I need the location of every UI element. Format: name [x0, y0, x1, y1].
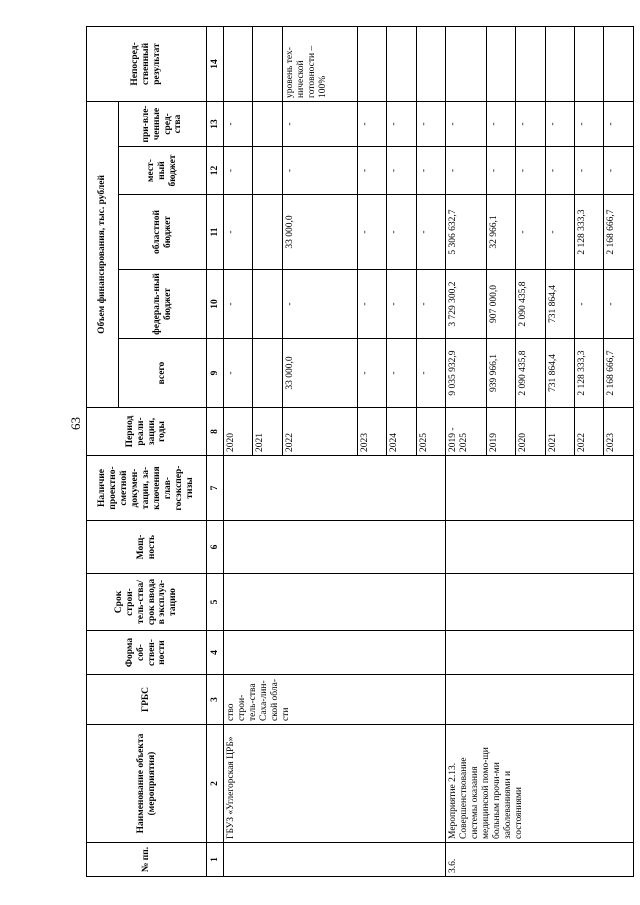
object-psd-cell	[224, 456, 446, 521]
measure-capacity-cell	[446, 521, 634, 574]
total-cell: 939 966,1	[486, 339, 515, 408]
federal-cell: -	[604, 270, 634, 339]
result-cell	[604, 26, 634, 101]
header-funding: Объем финансирования, тыс. рублей	[87, 101, 119, 407]
federal-cell	[253, 270, 282, 339]
object-num-cell	[224, 843, 446, 877]
federal-cell: -	[357, 270, 386, 339]
local-cell: -	[545, 147, 574, 195]
attracted-cell: -	[416, 101, 445, 146]
column-number: 12	[207, 147, 224, 195]
measure-ownership-cell	[446, 631, 634, 675]
year-cell: 2020	[516, 408, 545, 456]
year-cell: 2024	[387, 408, 416, 456]
local-cell: -	[416, 147, 445, 195]
federal-cell: 731 864,4	[545, 270, 574, 339]
total-cell: -	[357, 339, 386, 408]
header-local: мест-ный бюджет	[119, 147, 207, 195]
header-capacity: Мощ-ность	[87, 521, 207, 574]
year-cell: 2019 - 2025	[446, 408, 486, 456]
regional-cell: -	[357, 195, 386, 270]
header-num: № пп.	[87, 843, 207, 877]
table-row	[224, 26, 253, 876]
federal-cell: -	[574, 270, 603, 339]
column-number: 5	[207, 574, 224, 631]
attracted-cell: -	[486, 101, 515, 146]
measure-term-cell	[446, 574, 634, 631]
header-federal: федераль-ный бюджет	[119, 270, 207, 339]
local-cell: -	[516, 147, 545, 195]
federal-cell: -	[282, 270, 357, 339]
federal-cell: 907 000,0	[486, 270, 515, 339]
regional-cell: -	[545, 195, 574, 270]
column-number: 1	[207, 843, 224, 877]
result-cell	[253, 26, 282, 101]
regional-cell: -	[516, 195, 545, 270]
total-cell: -	[224, 339, 253, 408]
attracted-cell: -	[574, 101, 603, 146]
column-number: 14	[207, 26, 224, 101]
attracted-cell: -	[446, 101, 486, 146]
result-cell	[357, 26, 386, 101]
attracted-cell	[253, 101, 282, 146]
total-cell: 2 168 666,7	[604, 339, 634, 408]
year-cell: 2023	[604, 408, 634, 456]
column-number: 3	[207, 675, 224, 725]
funding-table	[86, 26, 634, 877]
result-cell	[545, 26, 574, 101]
local-cell: -	[387, 147, 416, 195]
regional-cell: -	[387, 195, 416, 270]
federal-cell: 2 090 435,8	[516, 270, 545, 339]
object-capacity-cell	[224, 521, 446, 574]
local-cell: -	[357, 147, 386, 195]
column-number: 6	[207, 521, 224, 574]
measure-psd-cell	[446, 456, 634, 521]
year-cell: 2020	[224, 408, 253, 456]
measure-grbs-cell	[446, 675, 634, 725]
column-number: 7	[207, 456, 224, 521]
total-cell	[253, 339, 282, 408]
federal-cell: -	[416, 270, 445, 339]
column-number: 9	[207, 339, 224, 408]
federal-cell: 3 729 300,2	[446, 270, 486, 339]
header-regional: областной бюджет	[119, 195, 207, 270]
measure-name: Мероприятие 2.13. Совершенствование системы оказания медицинской помо-щи больным прочи-ми заболеваниями и состояниями	[446, 725, 634, 843]
total-cell: 2 090 435,8	[516, 339, 545, 408]
total-cell: 2 128 333,3	[574, 339, 603, 408]
year-cell: 2025	[416, 408, 445, 456]
year-cell: 2019	[486, 408, 515, 456]
local-cell: -	[486, 147, 515, 195]
object-grbs: ство строи-тель-ства Саха-лин-ской обла-сти	[224, 675, 446, 725]
regional-cell: -	[224, 195, 253, 270]
result-cell	[446, 26, 486, 101]
header-term: Срок строи-тель-ства/срок ввода в эксплуа-тацию	[87, 574, 207, 631]
header-psd: Наличие проектно-сметной докумен-тации, за-ключения глав-госэкспер-тизы	[87, 456, 207, 521]
column-number: 10	[207, 270, 224, 339]
result-cell	[516, 26, 545, 101]
regional-cell: 33 000,0	[282, 195, 357, 270]
local-cell	[253, 147, 282, 195]
total-cell: 9 035 932,9	[446, 339, 486, 408]
attracted-cell: -	[516, 101, 545, 146]
column-number: 13	[207, 101, 224, 146]
attracted-cell: -	[387, 101, 416, 146]
header-period: Период реали-зации, годы	[87, 408, 207, 456]
header-ownership: Форма соб-ствен-ности	[87, 631, 207, 675]
measure-num: 3.6.	[446, 843, 634, 877]
attracted-cell: -	[604, 101, 634, 146]
local-cell: -	[446, 147, 486, 195]
column-number: 4	[207, 631, 224, 675]
result-cell	[224, 26, 253, 101]
local-cell: -	[604, 147, 634, 195]
local-cell: -	[574, 147, 603, 195]
result-cell	[574, 26, 603, 101]
year-cell: 2023	[357, 408, 386, 456]
table-row	[446, 26, 486, 876]
regional-cell: -	[416, 195, 445, 270]
result-cell: уровень тех-нической готовности – 100%	[282, 26, 357, 101]
local-cell: -	[224, 147, 253, 195]
result-cell	[416, 26, 445, 101]
year-cell: 2022	[574, 408, 603, 456]
federal-cell: -	[224, 270, 253, 339]
column-number: 11	[207, 195, 224, 270]
attracted-cell: -	[357, 101, 386, 146]
object-term-cell	[224, 574, 446, 631]
regional-cell: 5 306 632,7	[446, 195, 486, 270]
page-number: 63	[68, 417, 83, 430]
header-total: всего	[119, 339, 207, 408]
header-result: Непосред-ственный результат	[87, 26, 207, 101]
header-grbs: ГРБС	[87, 675, 207, 725]
attracted-cell: -	[282, 101, 357, 146]
column-number: 2	[207, 725, 224, 843]
header-attracted: при-вле-ченные сред-ства	[119, 101, 207, 146]
header-name: Наименование объекта (мероприятия)	[87, 725, 207, 843]
attracted-cell: -	[545, 101, 574, 146]
year-cell: 2021	[545, 408, 574, 456]
federal-cell: -	[387, 270, 416, 339]
regional-cell: 2 168 666,7	[604, 195, 634, 270]
result-cell	[486, 26, 515, 101]
regional-cell: 32 966,1	[486, 195, 515, 270]
regional-cell: 2 128 333,3	[574, 195, 603, 270]
rotated-table-container	[86, 27, 634, 877]
column-number: 8	[207, 408, 224, 456]
object-ownership-cell	[224, 631, 446, 675]
result-cell	[387, 26, 416, 101]
local-cell: -	[282, 147, 357, 195]
total-cell: -	[387, 339, 416, 408]
total-cell: -	[416, 339, 445, 408]
year-cell: 2021	[253, 408, 282, 456]
year-cell: 2022	[282, 408, 357, 456]
total-cell: 731 864,4	[545, 339, 574, 408]
regional-cell	[253, 195, 282, 270]
attracted-cell: -	[224, 101, 253, 146]
object-name: ГБУЗ «Углегорская ЦРБ»	[224, 725, 446, 843]
total-cell: 33 000,0	[282, 339, 357, 408]
